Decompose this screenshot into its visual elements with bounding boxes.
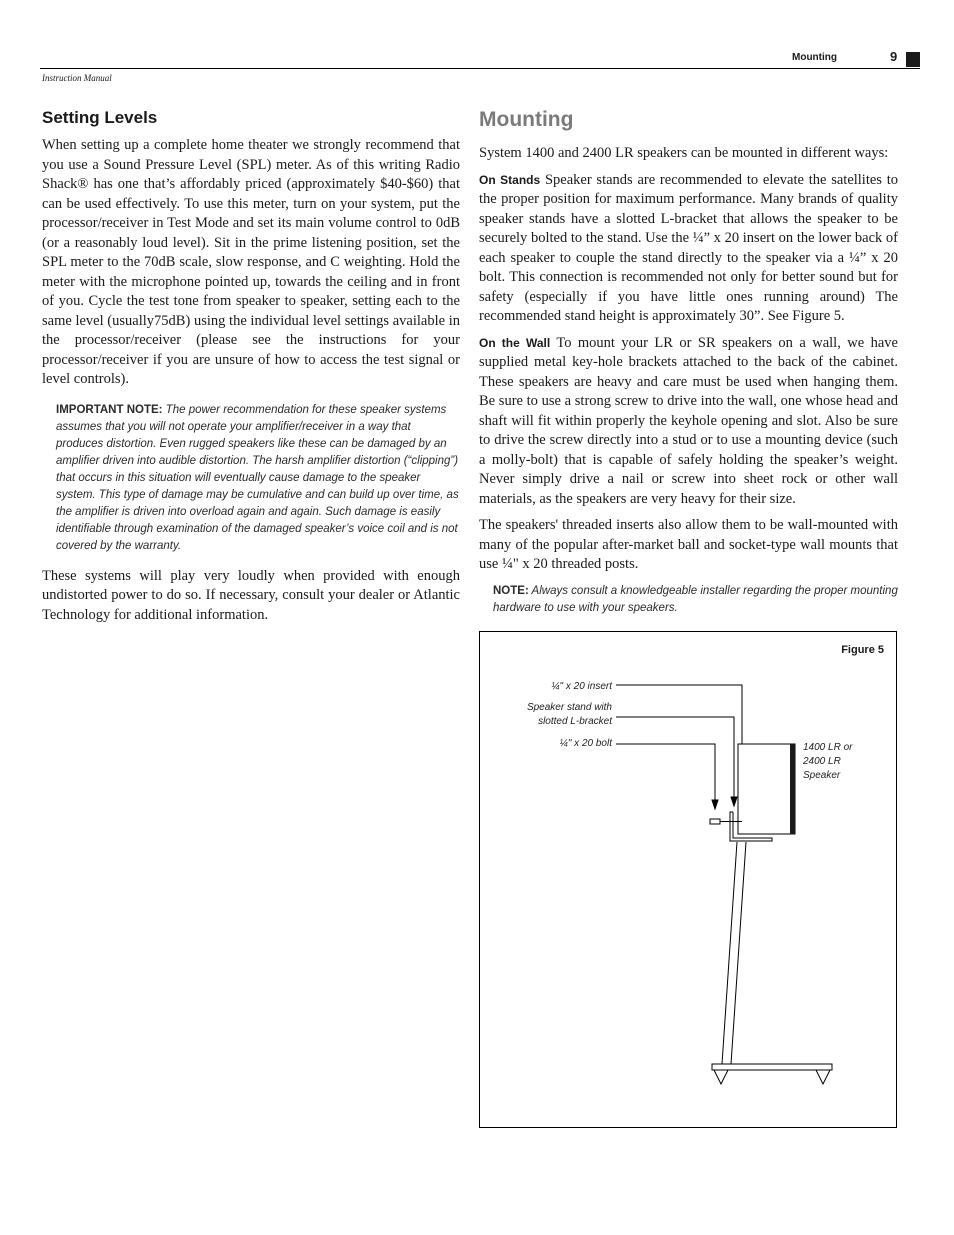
leader-bolt-arrowhead [712,800,718,809]
mounting-heading: Mounting [479,108,574,131]
label-speaker-line-2: 2400 LR [803,756,841,767]
running-header-section: Mounting [792,52,837,63]
page-number: 9 [890,49,898,64]
label-stand-line-1: Speaker stand with [526,702,612,713]
label-speaker-line-1: 1400 LR or [803,742,853,753]
setting-levels-heading: Setting Levels [42,108,158,127]
on-stands-text: Speaker stands are recommended to elevate the satellites to the proper position for maximum performance. Many brands of quality speaker stands have a slotted L-bracket that allows the speaker to be securely bolted to the stand. Use the ¼” x 20 insert on the lower back of each speaker to couple the stand directly to the speaker via a ¼” x 20 bolt. This connection is recommended not only for better sound but for safety (especially if you have little ones running around) The recommended stand height is approximately 30”. See Figure 5. [479,171,898,324]
on-the-wall-text: To mount your LR or SR speakers on a wall, we have supplied metal key-hole brackets attached to the back of the cabinet. These speakers are heavy and care must be used when hanging them. Be sure to use a strong screw to drive into the wall, one whose head and shaft will fit within properly the keyhole opening and slot. Also be sure to drive the screw directly into a stud or to use a mounting device (such a molly-bolt) that is capable of safely holding the speaker’s weight. Never simply drive a nail or screw into sheet rock or other wall materials, as the speakers are very heavy for their size. [479,334,898,507]
mounting-intro: System 1400 and 2400 LR speakers can be mounted in different ways: [479,145,889,161]
important-note [56,402,460,555]
threaded-inserts-paragraph: The speakers' threaded inserts also allow them to be wall-mounted with many of the popular after-market ball and socket-type wall mounts that use ¼" x 20 threaded posts. [479,517,898,572]
figure-title: Figure 5 [841,644,884,656]
label-speaker-line-3: Speaker [803,770,841,781]
label-stand-line-2: slotted L-bracket [538,716,612,727]
on-stands-lead: On Stands [479,172,541,187]
stand-pole [722,842,746,1064]
speaker-cabinet [738,744,795,834]
figure-5 [479,631,897,1128]
leader-stand-line [616,717,734,804]
installer-note-text: Always consult a knowledgeable installer regarding the proper mounting hardware to use with your speakers. [493,584,898,614]
left-column [42,108,460,625]
installer-note [493,583,898,617]
important-note-lead: IMPORTANT NOTE: [56,403,163,416]
setting-levels-paragraph: When setting up a complete home theater we strongly recommend that you use a Sound Pressure Level (SPL) meter. As of this writing Radio Shack® has one that’s affordably priced (approximately $40-$60) that can be used effectively. To use this meter, turn on your system, put the processor/receiver in Test Mode and set its main volume control to 0dB (or a reasonably loud level). Sit in the prime listening position, set the SPL meter to the 70dB scale, slow response, and C weighting. Hold the meter with the microphone pointed up, towards the ceiling and in front of you. Cycle the test tone from speaker to speaker, setting each to the same level (usually75dB) using the individual level settings available in the processor/receiver (please see the instructions for your processor/receiver if you are unsure of how to access the test signal or level controls). [42,137,460,387]
speaker-stand-diagram [480,632,896,1127]
installer-note-lead: NOTE: [493,584,529,597]
leader-bolt-line [616,744,715,807]
on-the-wall-paragraph [479,334,898,510]
label-insert: ¼" x 20 insert [551,681,612,692]
stand-base [712,1064,832,1084]
header-block-marker [906,52,920,67]
manual-title: Instruction Manual [42,73,112,83]
bolt-graphic [710,819,742,824]
on-stands-paragraph [479,171,898,327]
header-rule [40,68,920,69]
play-loudly-paragraph: These systems will play very loudly when provided with enough undistorted power to do so. If necessary, consult your dealer or Atlantic Technology for additional information. [42,567,460,623]
important-note-text: The power recommendation for these speaker systems assumes that you will not operate your amplifier/receiver in a way that produces distortion. Even rugged speakers like these can be damaged by an amplifier driven into audible distortion. The harsh amplifier distortion (“clipping”) that occurs in this situation will eventually cause damage to the speaker system. This type of damage may be cumulative and can build up over time, as the amplifier is driven into overload again and again. Such damage is easily identifiable through examination of the damaged speaker’s voice coil and is not covered by the warranty. [56,403,459,552]
right-column [479,108,898,617]
leader-stand-arrowhead [731,797,737,806]
label-bolt: ¼" x 20 bolt [559,738,612,749]
on-the-wall-lead: On the Wall [479,335,551,350]
